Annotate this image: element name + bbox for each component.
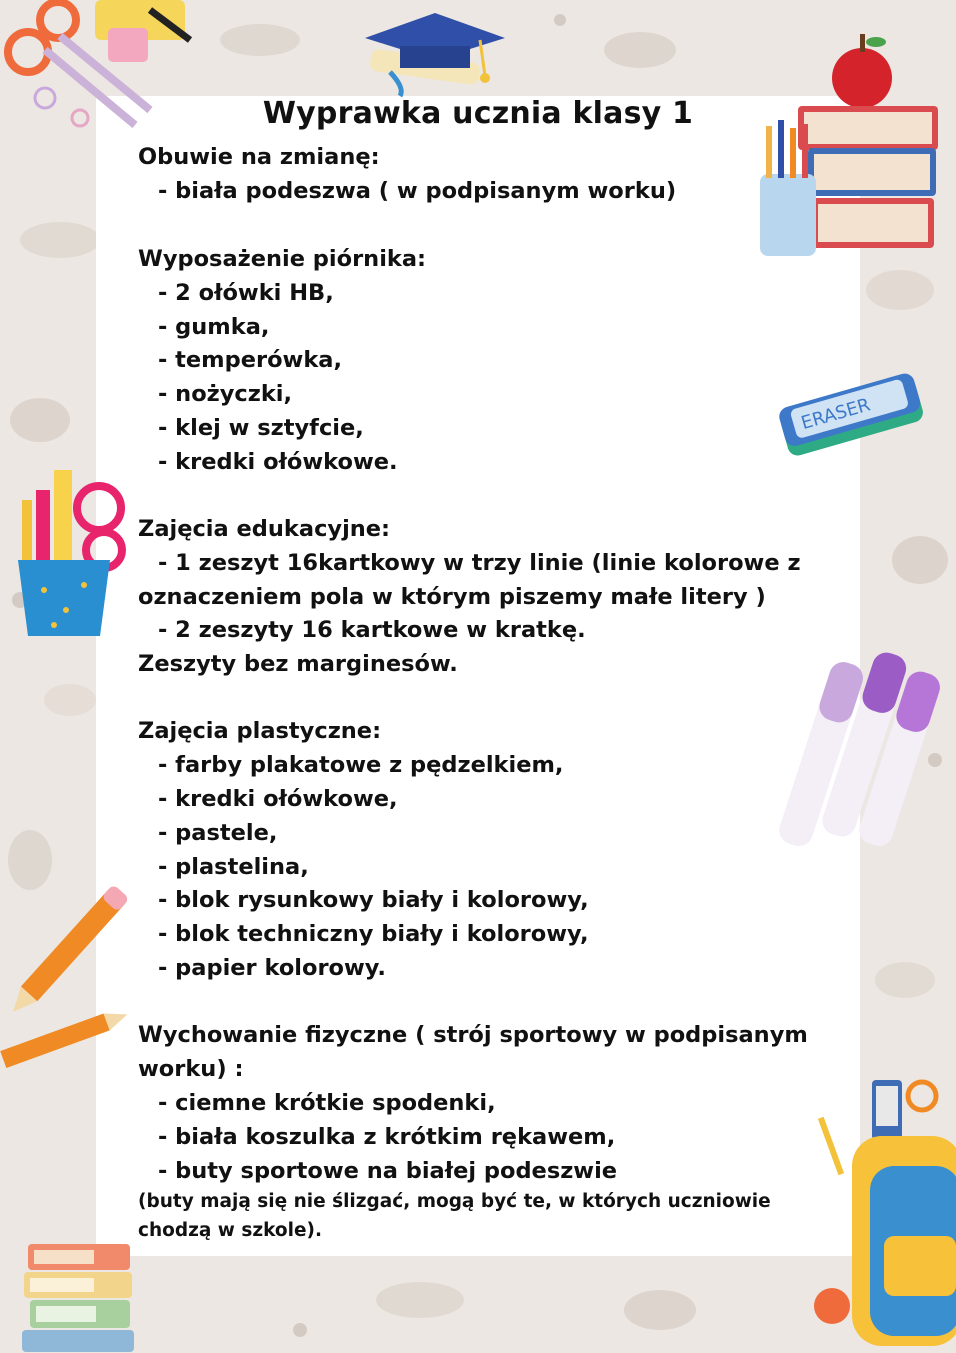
apple-books-icon — [752, 28, 942, 260]
section-heading-pe: Wychowanie fizyczne ( strój sportowy w podpisanym — [138, 1022, 808, 1048]
section-heading-shoes: Obuwie na zmianę: — [138, 144, 380, 170]
pencil-cup-icon — [14, 460, 134, 640]
list-item: - plastelina, — [158, 854, 309, 880]
page-title: Wyprawka ucznia klasy 1 — [262, 96, 694, 131]
list-item: - blok rysunkowy biały i kolorowy, — [158, 887, 589, 913]
list-item: - klej w sztyfcie, — [158, 415, 364, 441]
list-item: - buty sportowe na białej podeszwie — [158, 1158, 618, 1184]
list-item: - 2 zeszyty 16 kartkowe w kratkę. — [158, 617, 586, 643]
list-item: - blok techniczny biały i kolorowy, — [158, 921, 589, 947]
list-item: - gumka, — [158, 314, 270, 340]
list-item: - temperówka, — [158, 347, 343, 373]
books-stack-icon — [20, 1238, 140, 1353]
list-item: - biała koszulka z krótkim rękawem, — [158, 1124, 616, 1150]
list-item: - biała podeszwa ( w podpisanym worku) — [158, 178, 677, 204]
section-heading-continuation: worku) : — [138, 1056, 244, 1082]
section-heading-art: Zajęcia plastyczne: — [138, 718, 382, 744]
list-item: - nożyczki, — [158, 381, 293, 407]
graduation-cap-icon — [360, 8, 510, 98]
list-item: - pastele, — [158, 820, 278, 846]
eraser-icon — [772, 362, 942, 472]
footnote-text: (buty mają się nie ślizgać, mogą być te, w których uczniowie — [138, 1191, 771, 1212]
svg-text:ERASER: ERASER — [798, 394, 873, 435]
section-heading-education: Zajęcia edukacyjne: — [138, 516, 391, 542]
list-item: - 1 zeszyt 16kartkowy w trzy linie (linie kolorowe z — [158, 550, 801, 576]
list-item: - papier kolorowy. — [158, 955, 386, 981]
list-item: - ciemne krótkie spodenki, — [158, 1090, 496, 1116]
list-item: - 2 ołówki HB, — [158, 280, 334, 306]
backpack-icon — [812, 1076, 956, 1353]
markers-icon — [764, 640, 944, 870]
list-item: - farby plakatowe z pędzelkiem, — [158, 752, 564, 778]
list-item: - kredki ołówkowe, — [158, 786, 398, 812]
list-item: - kredki ołówkowe. — [158, 449, 398, 475]
section-heading-pencil-case: Wyposażenie piórnika: — [138, 246, 427, 272]
list-item-continuation: oznaczeniem pola w którym piszemy małe litery ) — [138, 584, 766, 610]
note-text: Zeszyty bez marginesów. — [138, 651, 458, 677]
footnote-text: chodzą w szkole). — [138, 1220, 322, 1241]
pencil-icon — [0, 880, 140, 1080]
